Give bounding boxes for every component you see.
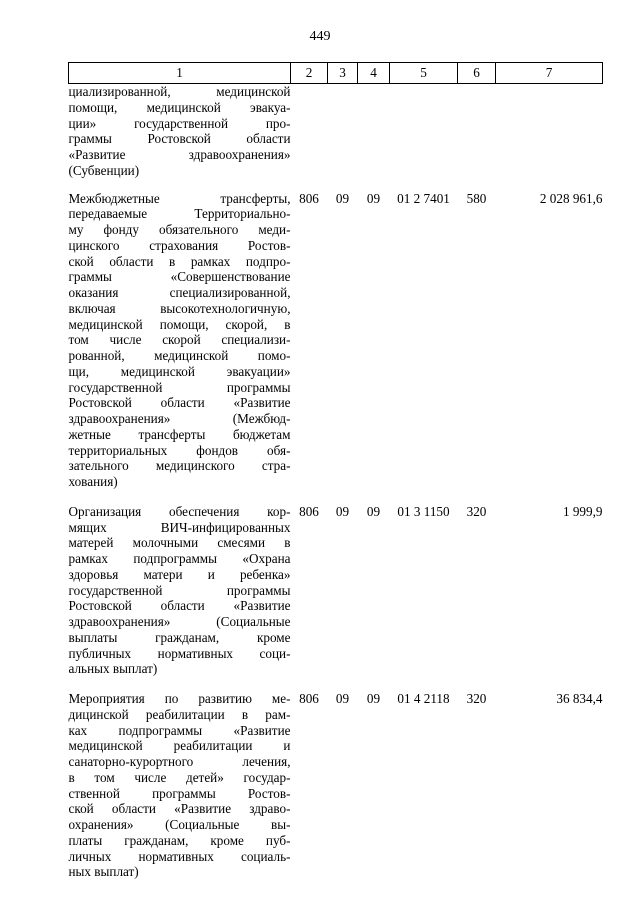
table-row <box>69 504 603 691</box>
description-line: (Субвенции) <box>68 162 140 178</box>
expense-type-code: 580 <box>466 190 487 206</box>
description-line: Межбюджетные трансферты, <box>68 190 291 206</box>
ministry-code: 806 <box>299 503 319 519</box>
row-description <box>69 504 291 691</box>
description-line: дицинской реабилитации в рам- <box>68 706 291 722</box>
target-article-code <box>390 84 458 191</box>
description-line: граммы «Совершенствование <box>68 269 291 285</box>
description-line: оказания специализированной, <box>68 285 291 300</box>
target-article-code: 01 3 1150 <box>397 503 450 519</box>
amount-value: 1 999,9 <box>562 503 603 519</box>
ministry-code: 806 <box>299 691 319 706</box>
header-col-1: 1 <box>69 63 291 84</box>
description-line: Ростовской области «Развитие <box>68 598 291 614</box>
description-line: охранения» (Социальные вы- <box>68 817 291 832</box>
expense-type-code <box>458 84 496 191</box>
table-header <box>69 63 603 84</box>
description-line: медицинской помощи, скорой, в <box>68 316 291 332</box>
table-row <box>69 84 603 191</box>
description-line: передаваемые Территориально- <box>68 206 291 222</box>
budget-table <box>68 62 603 894</box>
header-col-3: 3 <box>328 63 358 84</box>
description-line: ской области в рамках подпро- <box>68 253 291 269</box>
expense-type-code: 320 <box>466 503 487 519</box>
description-line: государственной программы <box>68 379 291 395</box>
description-line: здравоохранения» (Социальные <box>68 614 291 629</box>
table-body <box>69 84 603 895</box>
header-col-5: 5 <box>390 63 458 84</box>
amount-value: 2 028 961,6 <box>539 190 603 206</box>
header-col-2: 2 <box>291 63 328 84</box>
description-line: государственной программы <box>68 582 291 598</box>
description-line: альных выплат) <box>68 661 158 677</box>
description-line: выплаты гражданам, кроме <box>68 629 291 645</box>
target-article-code: 01 4 2118 <box>397 691 450 706</box>
page-number: 449 <box>309 29 331 44</box>
description-line: матерей молочными смесями в <box>68 535 291 551</box>
ministry-code <box>291 84 328 191</box>
header-row <box>69 63 603 84</box>
header-col-4: 4 <box>358 63 390 84</box>
amount-value: 36 834,4 <box>556 691 603 706</box>
description-line: ции» государственной про- <box>68 115 291 131</box>
description-line: цинского страхования Ростов- <box>68 237 291 253</box>
description-line: медицинской реабилитации и <box>68 738 291 754</box>
description-line: циализированной, медицинской <box>68 84 291 99</box>
description-line: хования) <box>68 474 118 489</box>
description-line: включая высокотехнологичную, <box>68 300 291 316</box>
expense-type-code: 320 <box>466 691 487 706</box>
header-col-7: 7 <box>496 63 603 84</box>
description-line: в том числе детей» государ- <box>68 769 291 785</box>
table-row <box>69 691 603 894</box>
description-line: щи, медицинской эвакуации» <box>68 363 291 379</box>
section-code: 09 <box>335 691 350 706</box>
description-line: ных выплат) <box>68 864 139 880</box>
subsection-code: 09 <box>366 190 381 206</box>
subsection-code: 09 <box>366 503 381 519</box>
description-line: том числе скорой специализи- <box>68 332 291 348</box>
row-description <box>69 191 291 504</box>
section-code <box>328 84 358 191</box>
amount-value <box>496 84 603 191</box>
description-line: рованной, медицинской помо- <box>68 348 291 363</box>
description-line: рамках подпрограммы «Охрана <box>68 551 291 566</box>
section-code: 09 <box>335 503 350 519</box>
description-line: публичных нормативных соци- <box>68 645 291 661</box>
row-description <box>69 84 291 191</box>
description-line: здоровья матери и ребенка» <box>68 566 291 582</box>
description-line: территориальных фондов обя- <box>68 442 291 458</box>
description-line: ственной программы Ростов- <box>68 785 291 801</box>
subsection-code <box>358 84 390 191</box>
section-code: 09 <box>335 190 350 206</box>
description-line: му фонду обязательного меди- <box>68 222 291 237</box>
row-description <box>69 691 291 894</box>
description-line: ской области «Развитие здраво- <box>68 801 291 817</box>
subsection-code: 09 <box>366 691 381 706</box>
description-line: зательного медицинского стра- <box>68 458 291 474</box>
target-article-code: 01 2 7401 <box>397 190 450 206</box>
description-line: жетные трансферты бюджетам <box>68 426 291 442</box>
description-line: граммы Ростовской области <box>68 131 291 147</box>
description-line: платы гражданам, кроме пуб- <box>68 832 291 848</box>
description-line: здравоохранения» (Межбюд- <box>68 411 291 426</box>
description-line: мящих ВИЧ-инфицированных <box>68 519 291 535</box>
table-row <box>69 191 603 504</box>
description-line: личных нормативных социаль- <box>68 848 291 864</box>
description-line: ках подпрограммы «Развитие <box>68 722 291 738</box>
description-line: Организация обеспечения кор- <box>68 503 291 519</box>
description-line: Ростовской области «Развитие <box>68 395 291 411</box>
ministry-code: 806 <box>299 190 319 206</box>
description-line: «Развитие здравоохранения» <box>68 147 291 162</box>
description-line: помощи, медицинской эвакуа- <box>68 99 291 115</box>
description-line: Мероприятия по развитию ме- <box>68 691 291 706</box>
description-line: санаторно-курортного лечения, <box>68 754 291 769</box>
header-col-6: 6 <box>458 63 496 84</box>
